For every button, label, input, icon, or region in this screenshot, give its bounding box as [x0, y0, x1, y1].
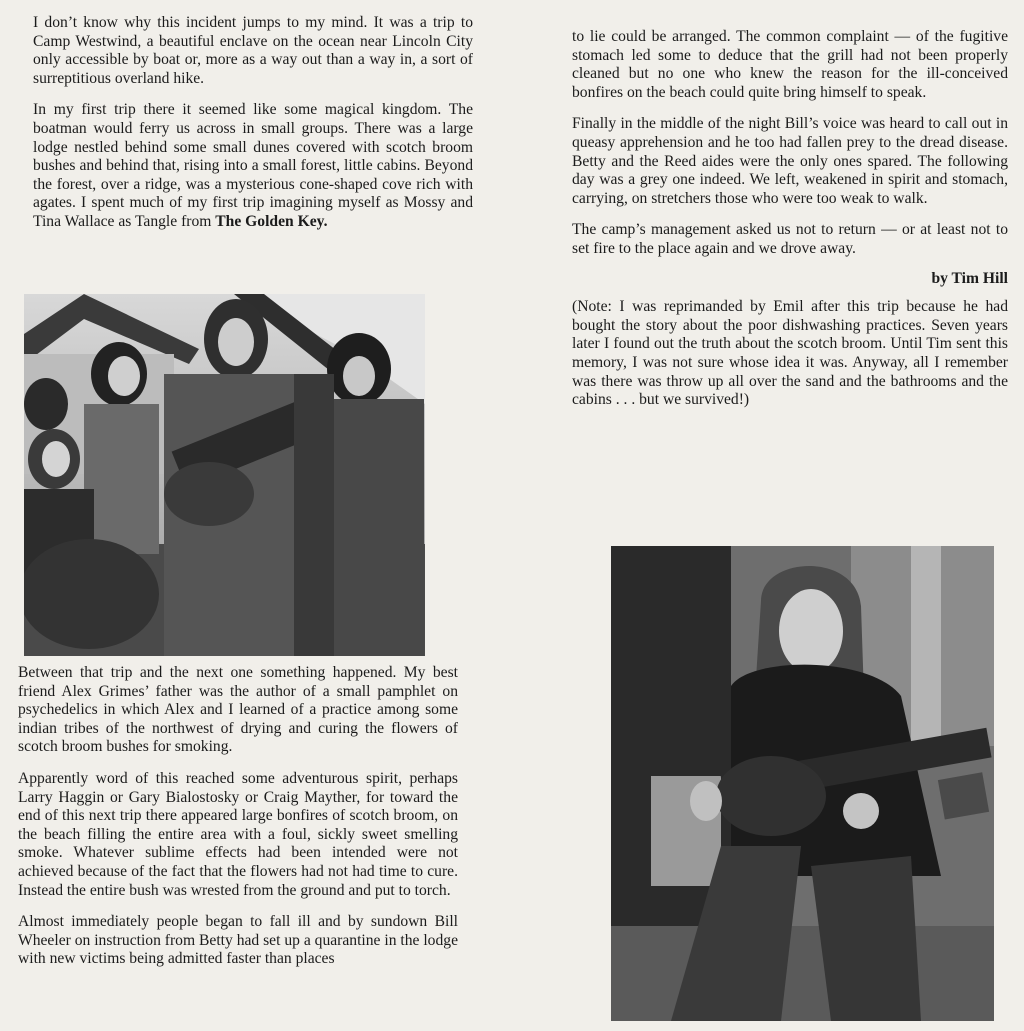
right-column: [572, 28, 1008, 423]
paragraph-quarantine: Almost immediately people began to fall ill and by sundown Bill Wheeler on instruction from Betty had set up a quarantine in the lodge with new victims being admitted faster than places: [18, 913, 458, 968]
book-title-golden-key: The Golden Key.: [215, 212, 328, 230]
paragraph-magical-kingdom-text: In my first trip there it seemed like some magical kingdom. The boatman would ferry us across in small groups. There was a large lodge nestled behind some small dunes covered with scotch broom bushes and behind that, rising into a small forest, little cabins. Beyond the forest, over a ridge, was a mysterious cone-shaped cove rich with agates. I spent much of my first trip imagining myself as Mossy and Tina Wallace as Tangle from: [33, 101, 473, 230]
paragraph-magical-kingdom: [33, 101, 473, 231]
paragraph-management: The camp’s management asked us not to return — or at least not to set fire to the place again and we drove away.: [572, 221, 1008, 257]
editor-note: (Note: I was reprimanded by Emil after this trip because he had bought the story about the poor dishwashing practices. Seven years later I found out the truth about the scotch broom. Until Tim sent this memory, I was not sure whose idea it was. Anyway, all I remember was there was throw up all over the sand and the bathrooms and the cabins . . . but we survived!): [572, 298, 1008, 409]
paragraph-night: Finally in the middle of the night Bill’s voice was heard to call out in queasy apprehension and he too had fallen prey to the dread disease. Betty and the Reed aides were the only ones spared. The following day was a grey one indeed. We left, weakened in spirit and stomach, carrying, on stretchers those who were too weak to walk.: [572, 115, 1008, 207]
photo-group-singing: [24, 294, 425, 656]
left-column-top: [33, 14, 473, 245]
left-column-bottom: [18, 664, 458, 982]
author-byline: by Tim Hill: [931, 269, 1008, 287]
paragraph-complaint: to lie could be arranged. The common complaint — of the fugitive stomach led some to deduce that the grill had not been properly cleaned but no one who knew the reason for the ill-conceived bonfires on the beach could quite bring himself to speak.: [572, 28, 1008, 101]
paragraph-bonfires: Apparently word of this reached some adventurous spirit, perhaps Larry Haggin or Gary Bialostosky or Craig Mayther, for toward the end of this next trip there appeared large bonfires of scotch broom, on the beach filling the entire area with a foul, sickly sweet smelling smoke. Whatever sublime effects had been intended were not achieved because of the fact that the flowers had not had time to cure. Instead the entire bush was wrested from the ground and put to torch.: [18, 769, 458, 899]
paragraph-pamphlet: Between that trip and the next one something happened. My best friend Alex Grimes’ father was the author of a small pamphlet on psychedelics in which Alex and I learned of a practice among some indian tribes of the northwest of drying and curing the flowers of scotch broom bushes for smoking.: [18, 664, 458, 756]
photo-girl-guitar: [611, 546, 994, 1021]
paragraph-camp-westwind: I don’t know why this incident jumps to my mind. It was a trip to Camp Westwind, a beautiful enclave on the ocean near Lincoln City only accessible by boat or, more as a way out than a way in, a sort of surreptitious overland hike.: [33, 14, 473, 87]
